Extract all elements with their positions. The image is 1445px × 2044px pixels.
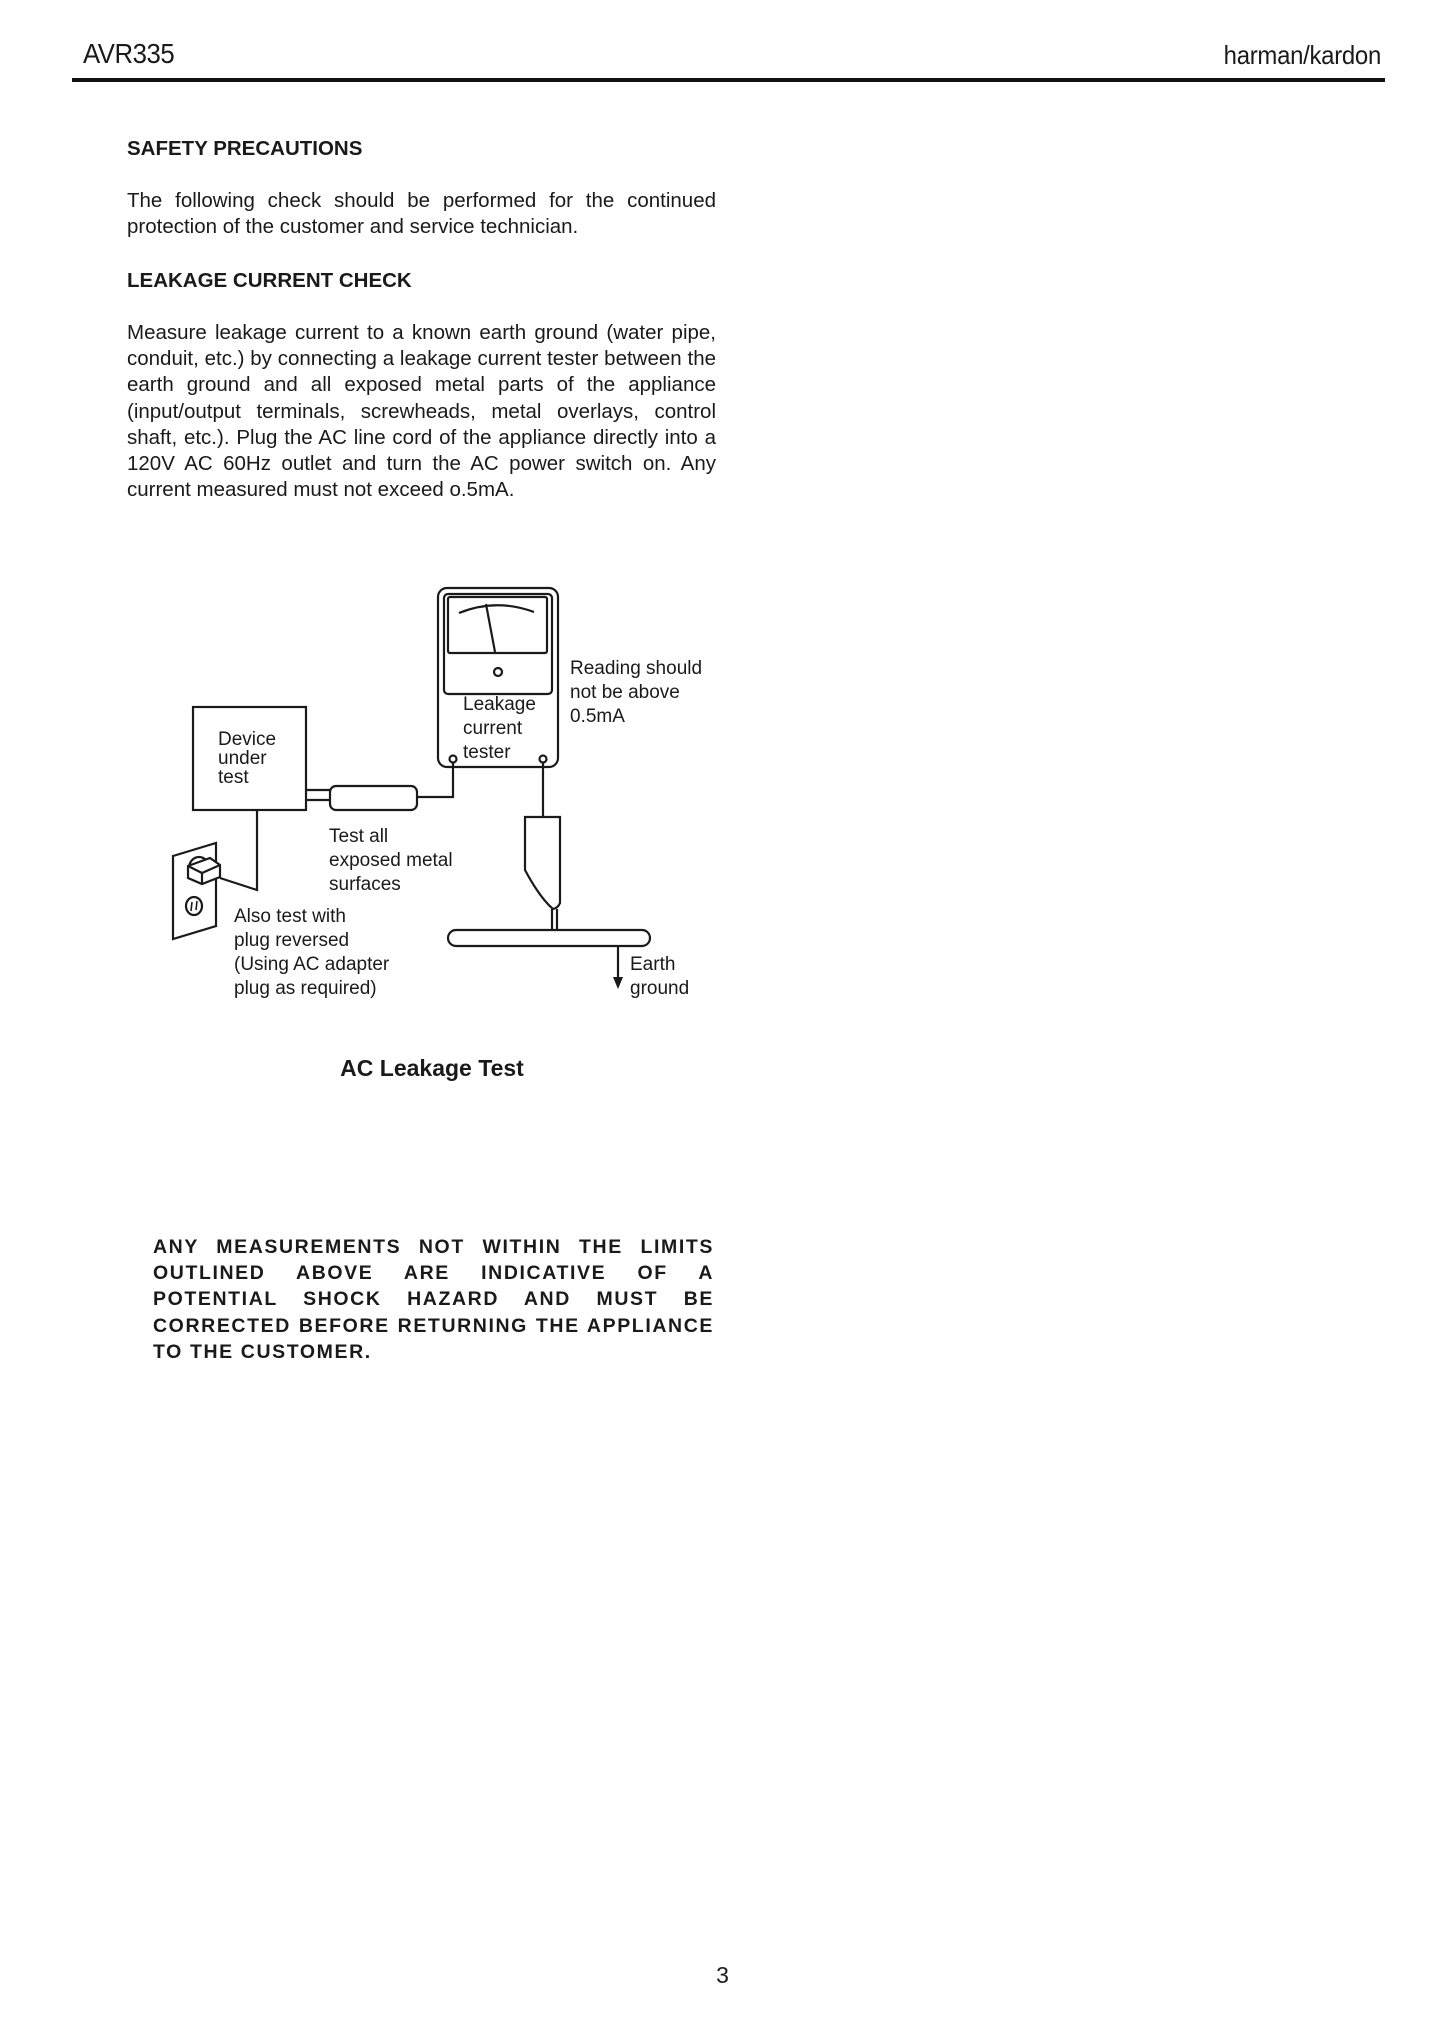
meter-icon xyxy=(438,588,558,767)
page-number: 3 xyxy=(716,1962,729,1988)
paragraph-safety-intro: The following check should be performed for the continued protection of the customer and service technician. xyxy=(127,189,716,239)
earth-ground-label: Earth ground xyxy=(630,954,690,999)
earth-ground-bar xyxy=(448,930,650,946)
ac-leakage-test-diagram xyxy=(150,570,730,1010)
heading-safety-precautions: SAFETY PRECAUTIONS xyxy=(127,137,363,160)
probe-handle-icon xyxy=(330,786,417,810)
tester-label: Leakage current tester xyxy=(463,694,536,763)
ground-clamp-icon xyxy=(525,817,560,930)
header-divider xyxy=(72,78,1385,82)
model-name: AVR335 xyxy=(83,38,175,69)
test-surfaces-label: Test all exposed metal surfaces xyxy=(329,826,453,895)
warning-notice: ANY MEASUREMENTS NOT WITHIN THE LIMITS OUTLINED ABOVE ARE INDICATIVE OF A POTENTIAL SHOCK HAZARD AND MUST BE CORRECTED BEFORE RETURNING THE APPLIANCE TO THE CUSTOMER. xyxy=(153,1236,714,1363)
figure-caption: AC Leakage Test xyxy=(340,1055,524,1081)
reverse-plug-label: Also test with plug reversed (Using AC adapter plug as required) xyxy=(234,906,390,999)
wall-outlet-icon xyxy=(173,843,220,939)
brand-name: harman/kardon xyxy=(1223,40,1381,70)
heading-leakage-current-check: LEAKAGE CURRENT CHECK xyxy=(127,269,412,292)
reading-limit-label: Reading should not be above 0.5mA xyxy=(570,658,703,727)
device-under-test-label: Device under test xyxy=(218,729,277,788)
paragraph-leakage-procedure: Measure leakage current to a known earth ground (water pipe, conduit, etc.) by connecting a leakage current tester between the earth ground and all exposed metal parts of the appliance (input/output terminals, screwheads, metal overlays, control shaft, etc.). Plug the AC line cord of the appliance directly into a 120V AC 60Hz outlet and turn the AC power switch on. Any current measured must not exceed o.5mA. xyxy=(127,321,716,502)
